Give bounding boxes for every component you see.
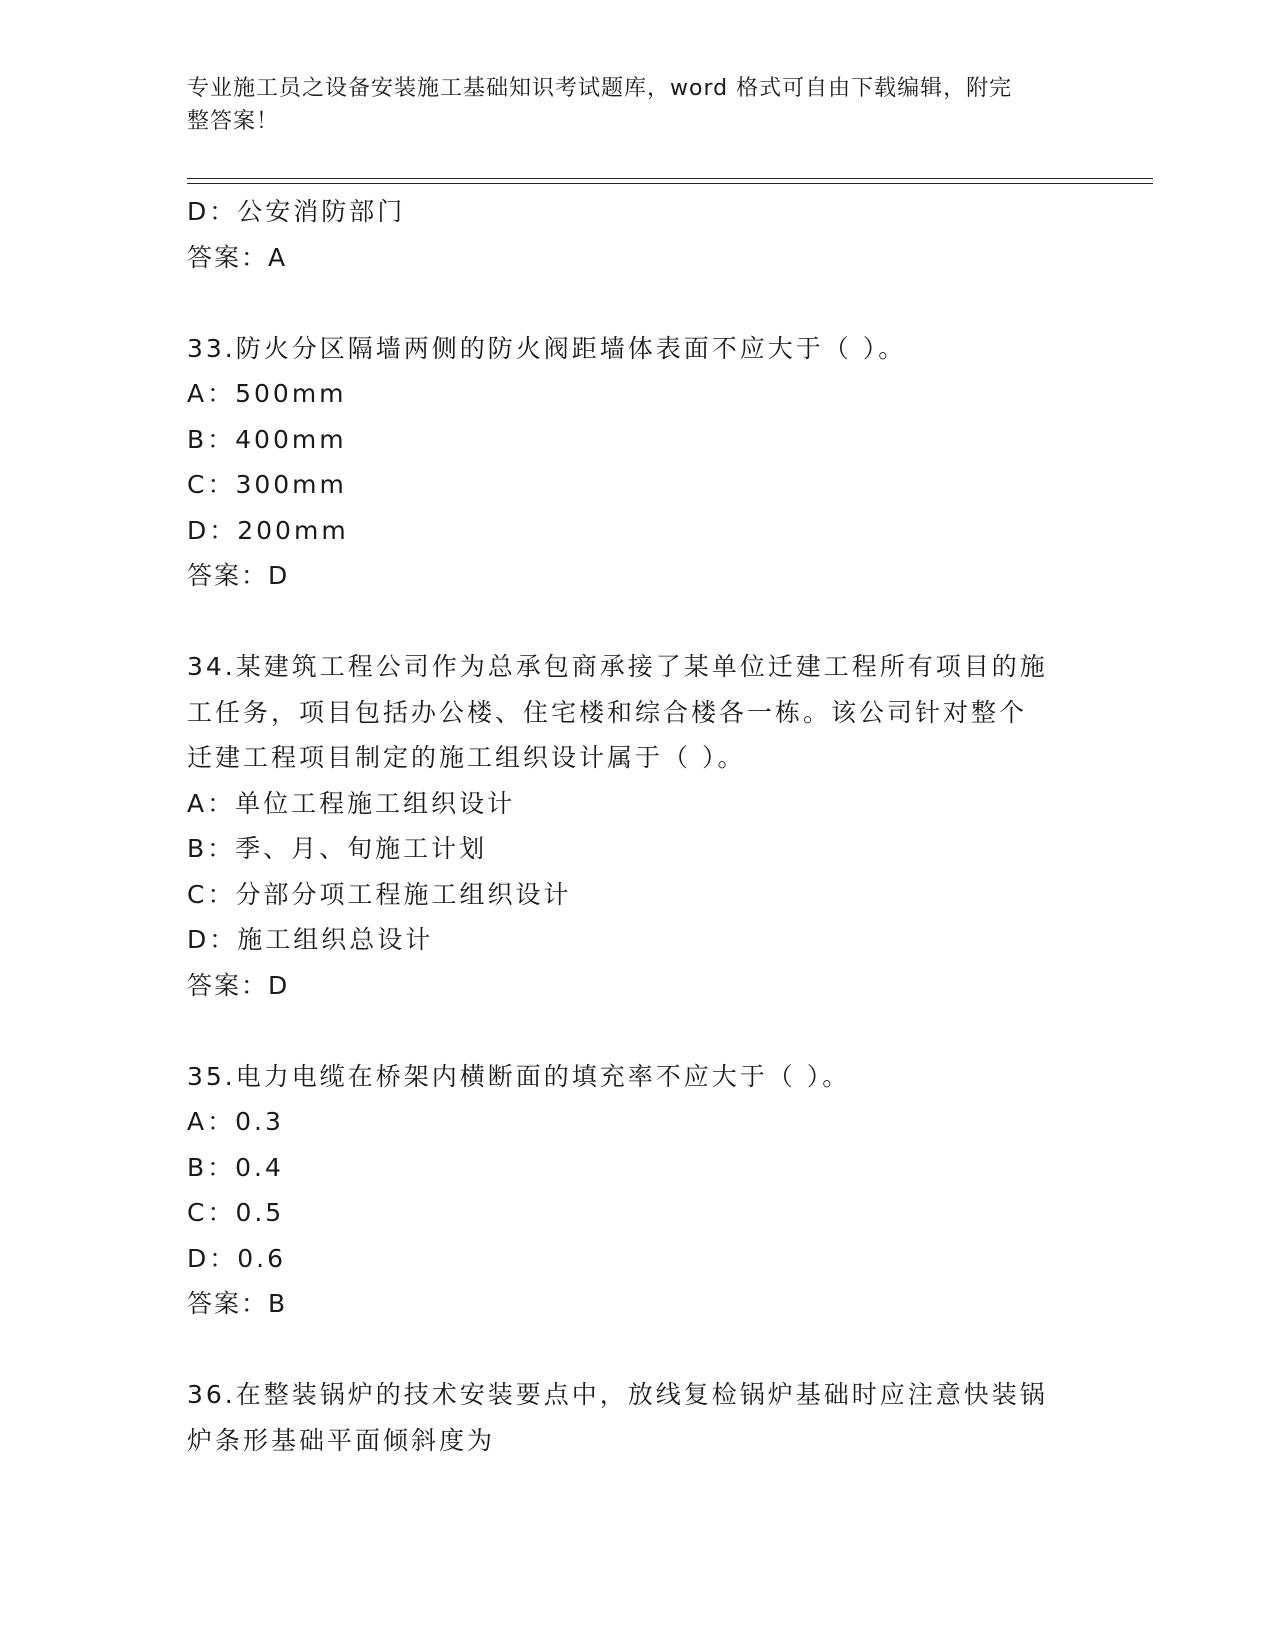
option-c: C：300mm [187, 470, 347, 499]
question-text: 35.电力电缆在桥架内横断面的填充率不应大于（ ）。 [187, 1061, 851, 1091]
option-d: D：0.6 [187, 1243, 287, 1273]
question-text: 34.某建筑工程公司作为总承包商承接了某单位迁建工程所有项目的施 [187, 652, 1048, 681]
option-c: C：0.5 [187, 1198, 285, 1227]
question-36 [187, 1372, 1087, 1463]
spacer [187, 280, 1087, 326]
option-d: D：施工组织总设计 [187, 925, 434, 954]
header-line-1: 专业施工员之设备安装施工基础知识考试题库，word 格式可自由下载编辑，附完 [187, 76, 1013, 101]
question-text: 33.防火分区隔墙两侧的防火阀距墙体表面不应大于（ ）。 [187, 333, 907, 363]
question-list [187, 189, 1087, 1463]
answer: 答案：A [187, 242, 288, 272]
option-a: A：单位工程施工组织设计 [187, 788, 516, 818]
header-rule-bottom [187, 183, 1153, 184]
document-header [187, 72, 1087, 138]
spacer [187, 1327, 1087, 1373]
header-rule-top [187, 178, 1153, 179]
option-b: B：0.4 [187, 1152, 284, 1182]
question-34 [187, 644, 1087, 1008]
option-a: A：0.3 [187, 1107, 284, 1136]
question-text: 迁建工程项目制定的施工组织设计属于（ ）。 [187, 743, 746, 772]
spacer [187, 1008, 1087, 1054]
option-b: B：季、月、旬施工计划 [187, 834, 488, 863]
option-b: B：400mm [187, 424, 347, 454]
answer: 答案：D [187, 970, 290, 1000]
option-c: C：分部分项工程施工组织设计 [187, 879, 572, 909]
question-33 [187, 326, 1087, 599]
spacer [187, 599, 1087, 645]
option-a: A：500mm [187, 379, 347, 408]
question-text: 炉条形基础平面倾斜度为 [187, 1425, 496, 1455]
question-text: 工任务，项目包括办公楼、住宅楼和综合楼各一栋。该公司针对整个 [187, 697, 1028, 727]
question-35 [187, 1054, 1087, 1327]
answer: 答案：B [187, 1289, 288, 1318]
question-text: 36.在整装锅炉的技术安装要点中，放线复检锅炉基础时应注意快装锅 [187, 1380, 1048, 1409]
option-d: D：200mm [187, 515, 349, 545]
option-d: D：公安消防部门 [187, 197, 406, 226]
answer: 答案：D [187, 561, 290, 590]
header-line-2: 整答案！ [187, 109, 280, 134]
